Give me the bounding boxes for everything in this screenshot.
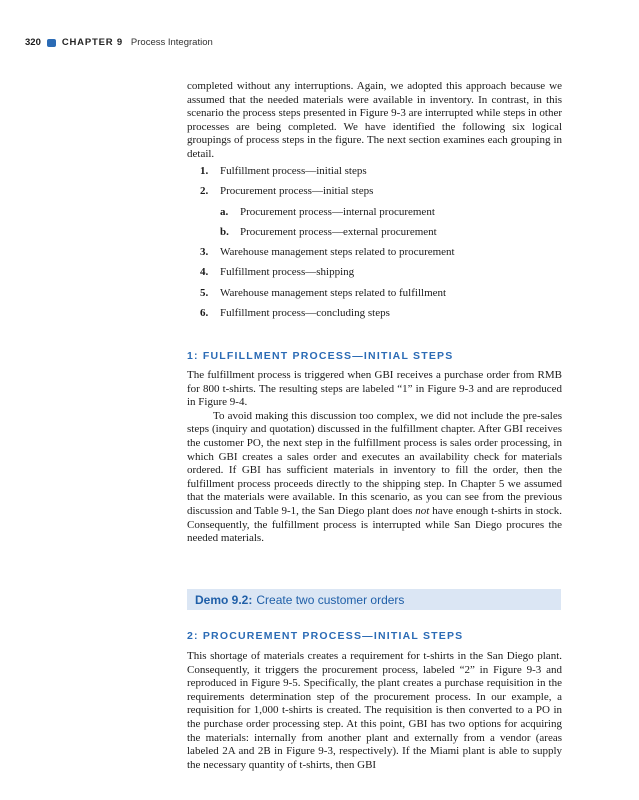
list-item: b. Procurement process—external procurement [220,225,437,238]
chapter-marker-icon [47,39,56,47]
chapter-label: CHAPTER 9 [61,37,123,48]
list-item: 3. Warehouse management steps related to procurement [200,246,455,259]
intro-block [187,80,562,162]
list-item: 6. Fulfillment process—concluding steps [200,307,390,320]
running-header [25,37,213,48]
demo-callout [187,589,561,610]
intro-paragraph: completed without any interruptions. Again, we adopted this approach because we assumed that the needed materials were available in inventory. In contrast, in this scenario the process steps presented in Figure 9-3 are interrupted while steps in other processes are being completed. We have identified the following six logical groupings of process steps in the figure. The next section examines each grouping in detail. [187,80,562,160]
section1-body [187,369,562,546]
section1-paragraph-2: To avoid making this discussion too complex, we did not include the pre-sales steps (inquiry and quotation) discussed in the fulfillment chapter. After GBI receives the customer PO, the next step in the fulfillment process is sales order processing, in which GBI creates a sales order and executes an availability check for materials ordered. If GBI has sufficient materials in inventory to fill the order, then the fulfillment process proceeds directly to the shipping step. In Chapter 5 we assumed that the materials were available. In this scenario, as you can see from the previous discussion and Table 9-1, the San Diego plant does not have enough t-shirts in stock. Consequently, the fulfillment process is interrupted while San Diego procures the needed materials. [187,409,562,545]
section2-body [187,650,562,772]
page-number: 320 [25,37,41,48]
list-item: a. Procurement process—internal procurement [220,205,435,218]
list-item: 2. Procurement process—initial steps [200,185,374,198]
section1-paragraph-1: The fulfillment process is triggered when GBI receives a purchase order from RMB for 800 t-shirts. The resulting steps are labeled “1” in Figure 9-3 and are reproduced in Figure 9-4. [187,369,562,409]
section-heading: 2: PROCUREMENT PROCESS—INITIAL STEPS [187,630,464,642]
section-heading: 1: FULFILLMENT PROCESS—INITIAL STEPS [187,350,454,362]
list-item: 1. Fulfillment process—initial steps [200,165,367,177]
grouping-list [200,165,560,327]
section2-paragraph-1: This shortage of materials creates a requirement for t-shirts in the San Diego plant. Consequently, it triggers the procurement process, labeled “2” in Figure 9-3 and reproduced in Figure 9-5. Specifically, the plant creates a purchase requisition in the requirements determination step of the procurement process. In our example, a requisition for 1,000 t-shirts is created. The requisition is then converted to a PO in the purchase order processing step. At this point, GBI has two options for acquiring the materials: internally from another plant and externally from a vendor (areas labeled 2A and 2B in Figure 9-3, respectively). If the Miami plant is able to supply the necessary quantity of t-shirts, then GBI [187,650,562,771]
demo-title: Create two customer orders [256,592,405,607]
list-item: 4. Fulfillment process—shipping [200,266,355,279]
demo-label: Demo 9.2: [195,592,253,607]
chapter-title: Process Integration [130,37,213,48]
list-item: 5. Warehouse management steps related to fulfillment [200,286,447,299]
